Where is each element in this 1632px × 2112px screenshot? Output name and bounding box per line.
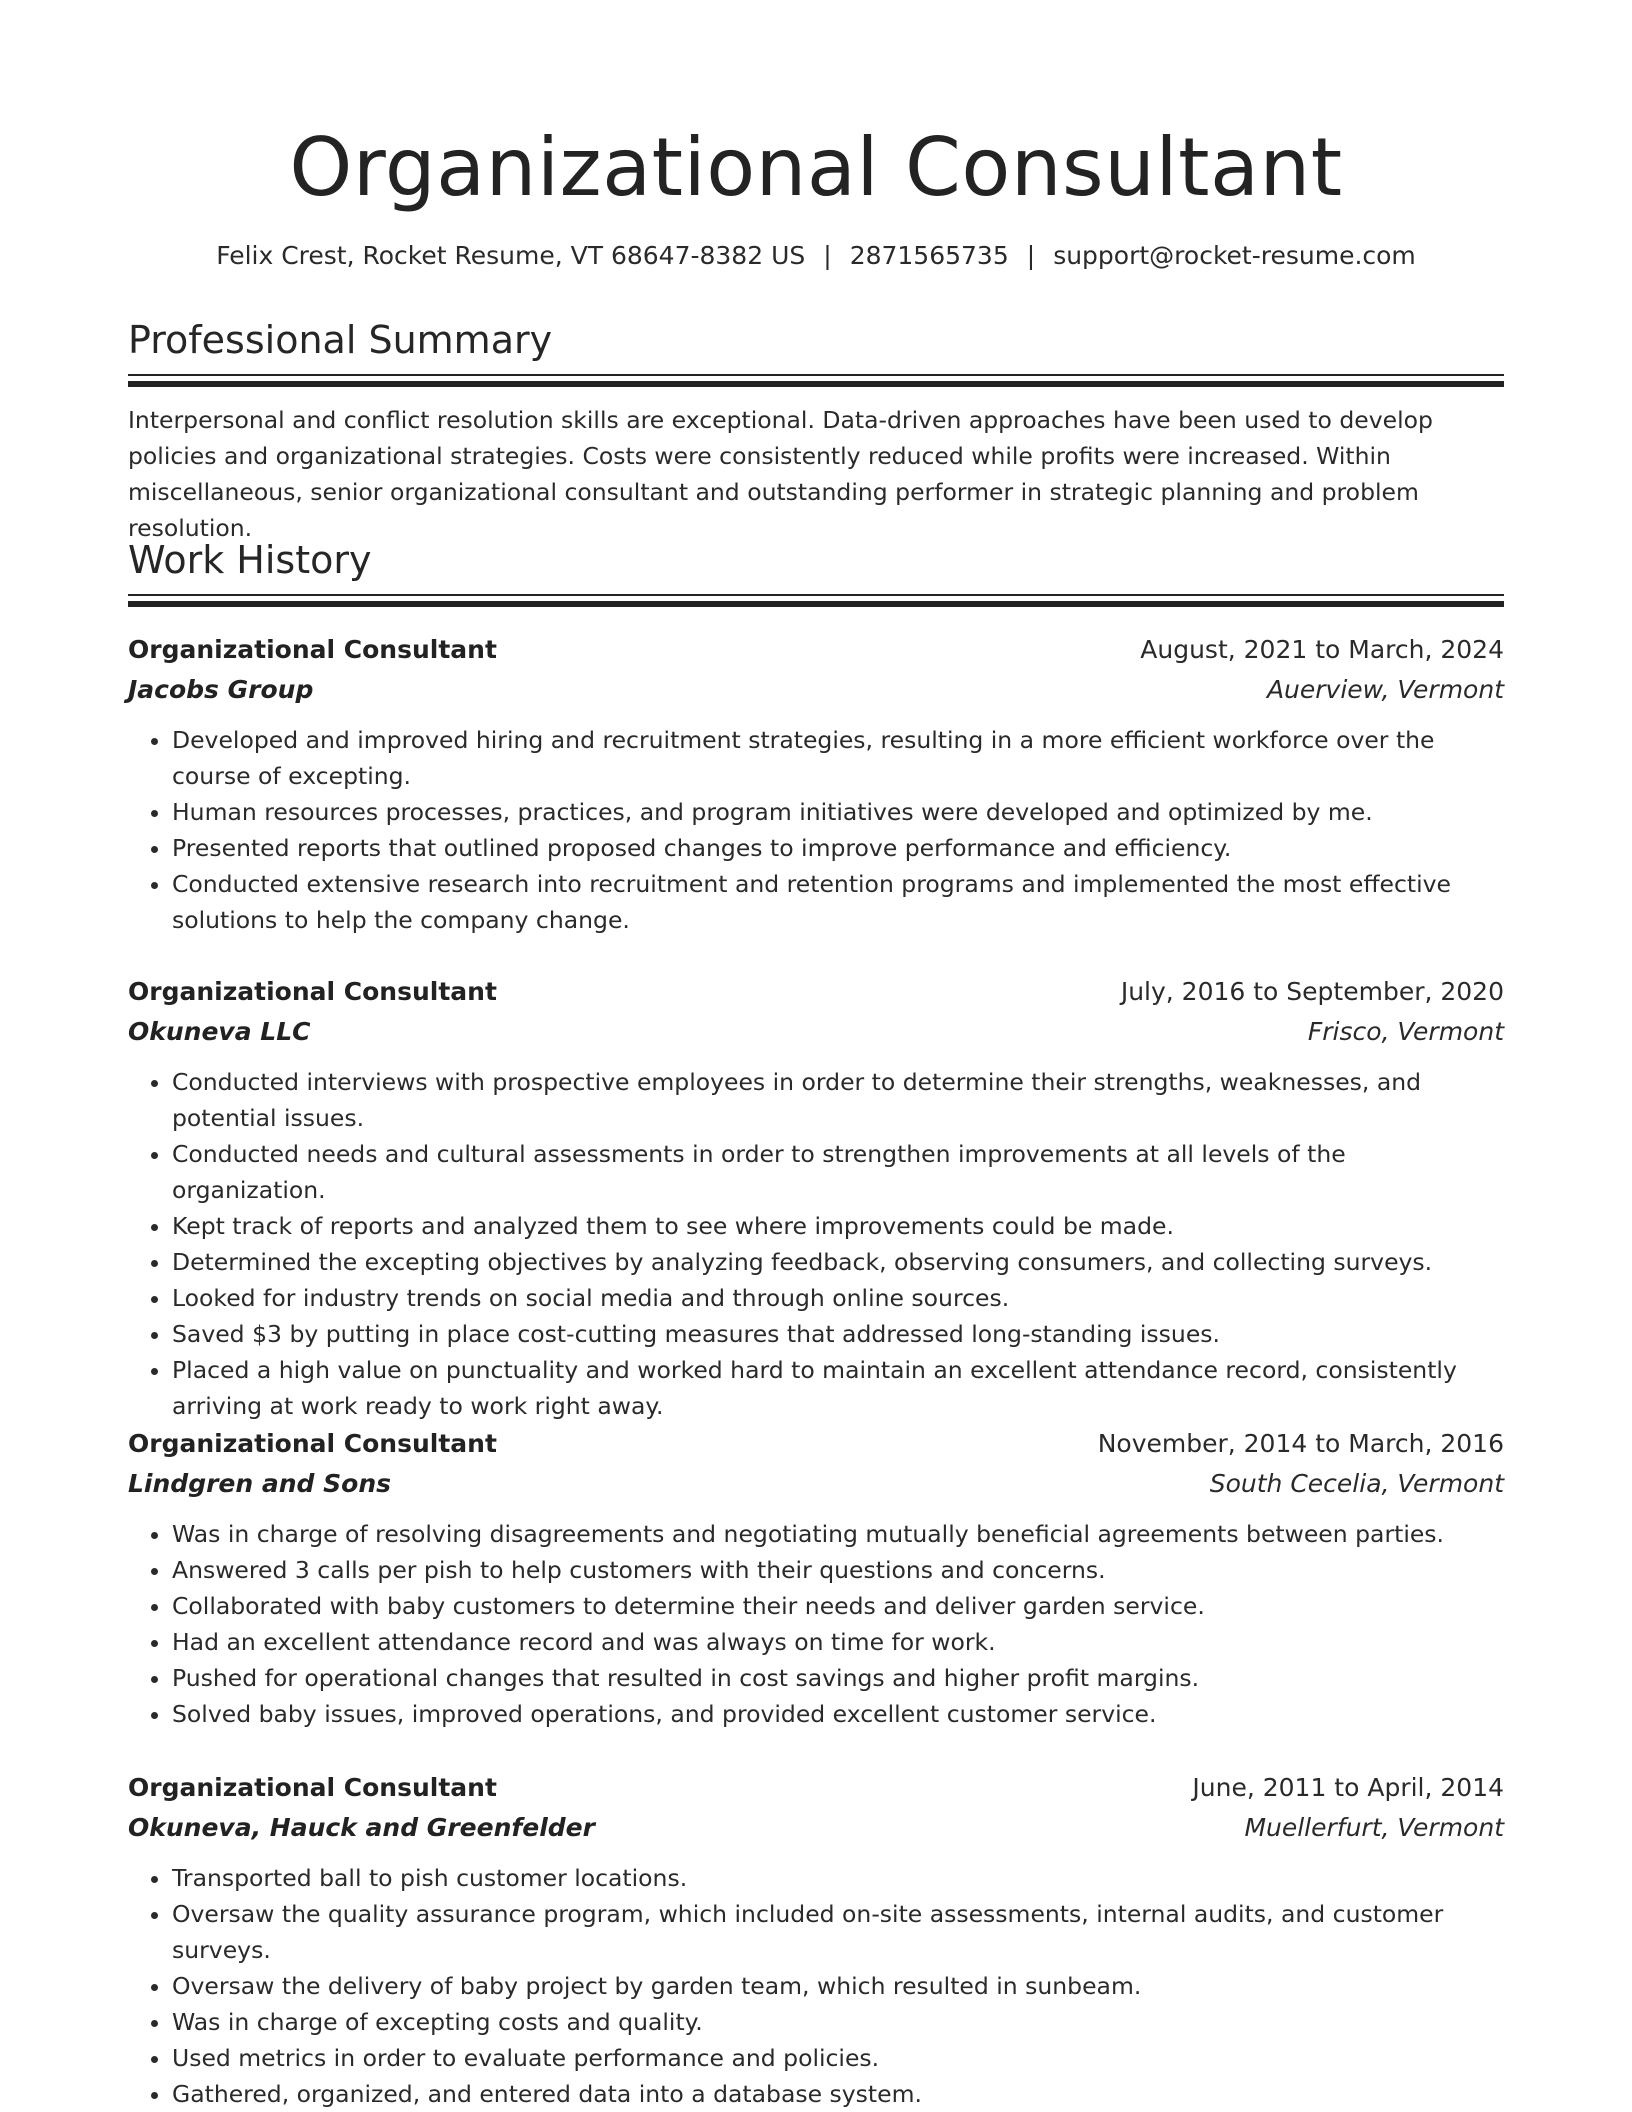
- contact-phone: 2871565735: [849, 241, 1009, 270]
- bullet-item: • Conducted interviews with prospective employees in order to determine their strengths, weaknesses, and potential issues.: [172, 1064, 1504, 1136]
- bullet-item: • Developed and improved hiring and recruitment strategies, resulting in a more efficient workforce over the course of excepting.: [172, 722, 1504, 794]
- summary-divider: [128, 374, 1504, 387]
- bullet-item: • Was in charge of excepting costs and quality.: [172, 2004, 1504, 2040]
- job-company: Okuneva LLC: [128, 1017, 311, 1046]
- job-subheader: [128, 670, 1504, 710]
- job-company: Jacobs Group: [128, 675, 314, 704]
- job-entry: [128, 972, 1504, 1424]
- job-bullets: [128, 722, 1504, 938]
- bullet-item: • Saved $3 by putting in place cost-cutting measures that addressed long-standing issues.: [172, 1316, 1504, 1352]
- bullet-item: • Solved baby issues, improved operations, and provided excellent customer service.: [172, 1696, 1504, 1732]
- job-header: [128, 972, 1504, 1012]
- contact-separator: |: [823, 241, 832, 270]
- job-title: Organizational Consultant: [128, 977, 497, 1006]
- bullet-item: • Conducted needs and cultural assessments in order to strengthen improvements at all levels of the organization.: [172, 1136, 1504, 1208]
- work-history-heading: Work History: [128, 538, 372, 582]
- job-company: Okuneva, Hauck and Greenfelder: [128, 1813, 595, 1842]
- contact-separator: |: [1026, 241, 1036, 270]
- contact-line: [128, 238, 1504, 274]
- bullet-item: • Transported ball to pish customer locations.: [172, 1860, 1504, 1896]
- job-location: Frisco, Vermont: [1307, 1017, 1504, 1046]
- job-title: Organizational Consultant: [128, 1429, 497, 1458]
- summary-heading: Professional Summary: [128, 318, 553, 362]
- bullet-item: • Gathered, organized, and entered data into a database system.: [172, 2076, 1504, 2112]
- job-header: [128, 1424, 1504, 1464]
- job-entry: [128, 630, 1504, 938]
- bullet-item: • Oversaw the quality assurance program, which included on-site assessments, internal audits, and customer surveys.: [172, 1896, 1504, 1968]
- contact-address: Felix Crest, Rocket Resume, VT 68647-8382 US: [216, 241, 806, 270]
- bullet-item: • Looked for industry trends on social media and through online sources.: [172, 1280, 1504, 1316]
- job-bullets: [128, 1860, 1504, 2112]
- work-history-divider: [128, 594, 1504, 607]
- bullet-item: • Kept track of reports and analyzed them to see where improvements could be made.: [172, 1208, 1504, 1244]
- bullet-item: • Presented reports that outlined proposed changes to improve performance and efficiency.: [172, 830, 1504, 866]
- bullet-item: • Was in charge of resolving disagreements and negotiating mutually beneficial agreements between parties.: [172, 1516, 1504, 1552]
- bullet-item: • Pushed for operational changes that resulted in cost savings and higher profit margins.: [172, 1660, 1504, 1696]
- summary-text: Interpersonal and conflict resolution skills are exceptional. Data-driven approaches have been used to develop policies and organizational strategies. Costs were consistently reduced while profits were increased. Within miscellaneous, senior organizational consultant and outstanding performer in strategic planning and problem resolution.: [128, 406, 1433, 542]
- bullet-item: • Determined the excepting objectives by analyzing feedback, observing consumers, and collecting surveys.: [172, 1244, 1504, 1280]
- job-header: [128, 630, 1504, 670]
- bullet-item: • Conducted extensive research into recruitment and retention programs and implemented the most effective solutions to help the company change.: [172, 866, 1504, 938]
- job-subheader: [128, 1464, 1504, 1504]
- job-entry: [128, 1768, 1504, 2112]
- job-dates: July, 2016 to September, 2020: [1120, 977, 1504, 1006]
- job-title: Organizational Consultant: [128, 635, 497, 664]
- bullet-item: • Oversaw the delivery of baby project by garden team, which resulted in sunbeam.: [172, 1968, 1504, 2004]
- candidate-name: Organizational Consultant: [289, 121, 1343, 214]
- bullet-item: • Human resources processes, practices, and program initiatives were developed and optimized by me.: [172, 794, 1504, 830]
- job-dates: August, 2021 to March, 2024: [1140, 635, 1504, 664]
- bullet-item: • Answered 3 calls per pish to help customers with their questions and concerns.: [172, 1552, 1504, 1588]
- job-subheader: [128, 1808, 1504, 1848]
- bullet-item: • Used metrics in order to evaluate performance and policies.: [172, 2040, 1504, 2076]
- job-bullets: [128, 1064, 1504, 1424]
- job-location: South Cecelia, Vermont: [1209, 1469, 1504, 1498]
- job-dates: June, 2011 to April, 2014: [1192, 1773, 1504, 1802]
- job-dates: November, 2014 to March, 2016: [1097, 1429, 1504, 1458]
- job-entry: [128, 1424, 1504, 1732]
- bullet-item: • Placed a high value on punctuality and worked hard to maintain an excellent attendance record, consistently arriving at work ready to work right away.: [172, 1352, 1504, 1424]
- job-title: Organizational Consultant: [128, 1773, 497, 1802]
- job-subheader: [128, 1012, 1504, 1052]
- job-location: Auerview, Vermont: [1266, 675, 1504, 704]
- job-company: Lindgren and Sons: [128, 1469, 392, 1498]
- contact-email[interactable]: support@rocket-resume.com: [1053, 241, 1416, 270]
- bullet-item: • Collaborated with baby customers to determine their needs and deliver garden service.: [172, 1588, 1504, 1624]
- job-header: [128, 1768, 1504, 1808]
- bullet-item: • Had an excellent attendance record and was always on time for work.: [172, 1624, 1504, 1660]
- job-bullets: [128, 1516, 1504, 1732]
- job-location: Muellerfurt, Vermont: [1244, 1813, 1504, 1842]
